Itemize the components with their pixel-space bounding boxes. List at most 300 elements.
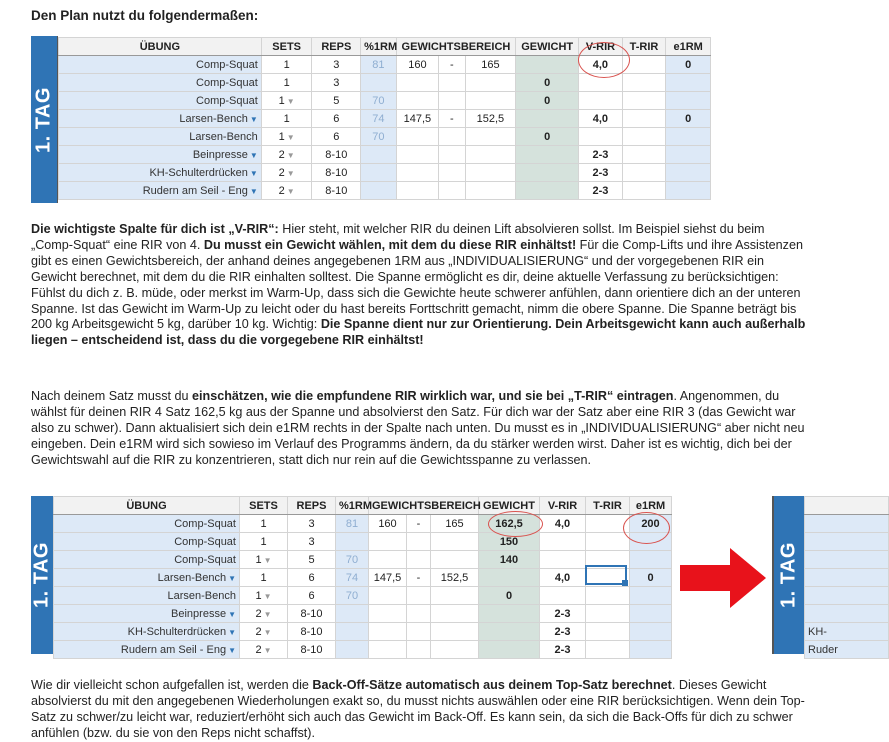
range-high-cell	[465, 74, 516, 92]
sets-cell[interactable]	[240, 641, 288, 659]
table-row	[805, 587, 889, 605]
sets-value: 2	[255, 625, 262, 638]
v-rir-cell	[540, 623, 586, 641]
e1rm-value: 0	[685, 58, 692, 71]
column-header-label: SETS	[249, 499, 278, 512]
sets-cell[interactable]	[261, 164, 312, 182]
t-rir-cell[interactable]	[622, 128, 666, 146]
column-header-label: e1RM	[635, 499, 666, 512]
t-rir-cell[interactable]	[586, 605, 630, 623]
e1rm-cell	[630, 569, 672, 587]
range-low-cell	[369, 551, 407, 569]
exercise-cell[interactable]	[54, 551, 240, 569]
column-header-label: V-RIR	[547, 499, 578, 512]
exercise-name: Comp-Squat	[196, 76, 258, 89]
dropdown-icon[interactable]: ▼	[286, 186, 295, 196]
v-rir-cell	[579, 146, 623, 164]
sets-value: 2	[278, 184, 285, 197]
weight-cell[interactable]	[479, 641, 540, 659]
range-high-cell	[465, 56, 516, 74]
v-rir-cell	[540, 533, 586, 551]
table-row	[54, 533, 672, 551]
range-dash-cell	[439, 128, 465, 146]
exercise-name: Comp-Squat	[174, 517, 236, 530]
reps-value: 8-10	[325, 184, 348, 197]
range-low-cell	[396, 182, 439, 200]
range-low-cell	[369, 587, 407, 605]
column-header	[666, 38, 711, 56]
range-high-cell	[431, 515, 479, 533]
table-row	[54, 515, 672, 533]
day-label-bar-2	[31, 496, 53, 654]
e1rm-value: 0	[647, 571, 654, 584]
range-dash-value: -	[450, 112, 454, 125]
e1rm-cell	[666, 164, 711, 182]
pct-1rm-value: 70	[372, 94, 385, 107]
exercise-name: Beinpresse	[192, 148, 248, 161]
sets-cell[interactable]	[261, 92, 312, 110]
dropdown-icon[interactable]: ▼	[263, 555, 272, 565]
dropdown-icon[interactable]: ▼	[286, 132, 295, 142]
exercise-name: Rudern am Seil - Eng	[120, 643, 227, 656]
exercise-name: KH-	[808, 625, 827, 638]
t-rir-cell[interactable]	[622, 74, 666, 92]
range-dash-cell	[407, 587, 431, 605]
range-low-value: 160	[408, 58, 427, 71]
t-rir-cell[interactable]	[622, 146, 666, 164]
reps-value: 3	[333, 76, 340, 89]
weight-cell[interactable]	[516, 182, 579, 200]
dropdown-icon[interactable]: ▼	[286, 150, 295, 160]
column-header-label: ÜBUNG	[126, 499, 167, 512]
table-row	[54, 569, 672, 587]
dropdown-icon[interactable]: ▼	[228, 645, 236, 655]
exercise-cell[interactable]	[54, 587, 240, 605]
text-span: Hier steht, mit welcher RIR du deinen Lift absolvieren sollst. Im Beispiel siehst du beim „Comp-Squat“ eine RIR von 4.	[31, 222, 765, 252]
reps-cell	[312, 128, 361, 146]
range-low-cell	[369, 605, 407, 623]
range-high-cell	[431, 533, 479, 551]
exercise-name: Rudern am Seil - Eng	[142, 184, 248, 197]
range-high-cell	[431, 569, 479, 587]
t-rir-cell[interactable]	[586, 623, 630, 641]
reps-cell	[288, 605, 336, 623]
v-rir-value: 2-3	[554, 625, 571, 638]
column-header	[312, 38, 361, 56]
exercise-cell[interactable]	[59, 56, 262, 74]
exercise-name: Larsen-Bench	[189, 130, 258, 143]
explanation-trir	[31, 389, 806, 469]
weight-value: 0	[544, 94, 551, 107]
reps-cell	[312, 74, 361, 92]
e1rm-cell	[630, 641, 672, 659]
range-high-cell	[465, 146, 516, 164]
exercise-name: Comp-Squat	[174, 535, 236, 548]
pct-1rm-cell	[336, 623, 369, 641]
column-header	[805, 497, 889, 515]
weight-value: 140	[499, 553, 519, 566]
t-rir-cell[interactable]	[586, 587, 630, 605]
range-dash-cell	[439, 182, 465, 200]
dropdown-icon[interactable]: ▼	[263, 645, 272, 655]
column-header-label: GEWICHT	[483, 499, 535, 512]
table-row	[54, 641, 672, 659]
reps-value: 8-10	[325, 148, 348, 161]
range-dash-value: -	[416, 571, 421, 584]
weight-value: 0	[505, 589, 513, 602]
range-high-cell	[465, 182, 516, 200]
sets-cell[interactable]	[240, 551, 288, 569]
exercise-cell[interactable]	[59, 92, 262, 110]
weight-cell[interactable]	[479, 623, 540, 641]
pct-1rm-value: 74	[345, 571, 359, 584]
e1rm-cell	[630, 551, 672, 569]
range-low-cell	[369, 515, 407, 533]
reps-value: 8-10	[300, 625, 323, 638]
sets-value: 1	[260, 571, 267, 584]
range-high-cell	[465, 128, 516, 146]
pct-1rm-value: 70	[345, 589, 359, 602]
dropdown-icon[interactable]: ▼	[249, 150, 258, 160]
column-header	[516, 38, 579, 56]
v-rir-value: 4,0	[554, 571, 571, 584]
e1rm-cell	[666, 182, 711, 200]
range-high-cell	[431, 641, 479, 659]
exercise-cell	[805, 587, 889, 605]
range-low-value: 147,5	[403, 112, 432, 125]
dropdown-icon[interactable]: ▼	[263, 609, 272, 619]
weight-highlight-circle	[488, 511, 543, 537]
weight-value: 0	[544, 130, 551, 143]
exercise-name: Comp-Squat	[196, 94, 258, 107]
dropdown-icon[interactable]: ▼	[263, 591, 272, 601]
v-rir-value: 2-3	[554, 643, 571, 656]
table-row	[805, 533, 889, 551]
range-low-cell	[396, 164, 439, 182]
range-high-cell	[431, 605, 479, 623]
e1rm-value: 0	[685, 112, 692, 125]
table-row	[59, 110, 711, 128]
bold-text: Back-Off-Sätze automatisch aus deinem Top-Satz berechnet	[312, 678, 672, 692]
pct-1rm-cell	[361, 164, 396, 182]
weight-cell[interactable]	[479, 551, 540, 569]
plan-table-2	[53, 496, 672, 659]
weight-cell[interactable]	[516, 164, 579, 182]
pct-1rm-cell	[361, 74, 396, 92]
table-row	[805, 623, 889, 641]
sets-value: 2	[255, 643, 262, 656]
exercise-name: Larsen-Bench	[157, 571, 227, 584]
table-row	[805, 605, 889, 623]
range-high-cell	[465, 92, 516, 110]
e1rm-cell	[666, 92, 711, 110]
range-high-value: 165	[445, 517, 464, 530]
t-rir-cell[interactable]	[622, 92, 666, 110]
sets-value: 1	[278, 130, 285, 143]
column-header-label: ÜBUNG	[139, 40, 181, 53]
weight-cell[interactable]	[516, 146, 579, 164]
v-rir-value: 2-3	[592, 166, 609, 179]
weight-value: 150	[499, 535, 519, 548]
range-low-cell	[396, 92, 439, 110]
exercise-cell[interactable]	[54, 533, 240, 551]
dropdown-icon[interactable]: ▼	[249, 168, 258, 178]
column-header	[59, 38, 262, 56]
t-rir-cell[interactable]	[622, 164, 666, 182]
sets-value: 1	[283, 58, 290, 71]
table-row	[805, 569, 889, 587]
range-low-value: 160	[378, 517, 397, 530]
range-high-cell	[465, 110, 516, 128]
dropdown-icon[interactable]: ▼	[249, 114, 258, 124]
sets-cell[interactable]	[261, 128, 312, 146]
column-header-label: GEWICHT	[521, 40, 574, 53]
text-span: Nach deinem Satz musst du	[31, 389, 192, 403]
reps-cell	[312, 164, 361, 182]
e1rm-cell	[630, 587, 672, 605]
sets-cell[interactable]	[261, 110, 312, 128]
reps-value: 8-10	[325, 166, 348, 179]
table-row	[59, 182, 711, 200]
column-header-label: REPS	[321, 40, 352, 53]
day-label-bar-3	[774, 496, 804, 654]
sets-cell[interactable]	[261, 56, 312, 74]
weight-cell[interactable]	[516, 110, 579, 128]
t-rir-cell[interactable]	[622, 110, 666, 128]
sets-cell[interactable]	[240, 533, 288, 551]
range-high-value: 152,5	[440, 571, 469, 584]
day-label-2: 1. TAG	[30, 542, 53, 608]
dropdown-icon[interactable]: ▼	[228, 627, 236, 637]
sets-cell[interactable]	[240, 587, 288, 605]
sets-cell[interactable]	[240, 515, 288, 533]
v-rir-cell	[540, 587, 586, 605]
column-header-label: V-RIR	[585, 40, 616, 53]
column-header-label: REPS	[296, 499, 327, 512]
pct-1rm-value: 70	[345, 553, 359, 566]
e1rm-value: 200	[641, 517, 660, 530]
reps-value: 6	[308, 571, 315, 584]
range-dash-value: -	[416, 517, 421, 530]
sets-value: 1	[260, 535, 267, 548]
sets-cell[interactable]	[240, 569, 288, 587]
range-low-value: 147,5	[373, 571, 402, 584]
exercise-cell[interactable]	[59, 110, 262, 128]
exercise-cell[interactable]	[59, 146, 262, 164]
pct-1rm-cell	[361, 146, 396, 164]
table-row	[54, 551, 672, 569]
sets-cell[interactable]	[261, 182, 312, 200]
range-high-cell	[431, 623, 479, 641]
range-dash-cell	[439, 146, 465, 164]
sets-value: 1	[255, 553, 262, 566]
range-low-cell	[396, 110, 439, 128]
v-rir-cell	[540, 515, 586, 533]
sets-value: 1	[283, 112, 290, 125]
dropdown-icon[interactable]: ▼	[286, 96, 295, 106]
weight-cell[interactable]	[516, 56, 579, 74]
e1rm-cell	[666, 110, 711, 128]
sets-cell[interactable]	[240, 623, 288, 641]
pct-1rm-value: 70	[372, 130, 385, 143]
column-header-label: %1RM	[339, 499, 373, 512]
weight-cell[interactable]	[479, 587, 540, 605]
range-low-cell	[396, 146, 439, 164]
dropdown-icon[interactable]: ▼	[263, 627, 272, 637]
pct-1rm-value: 81	[372, 58, 385, 71]
weight-cell[interactable]	[479, 605, 540, 623]
reps-cell	[288, 551, 336, 569]
reps-value: 6	[308, 589, 315, 602]
e1rm-cell	[666, 74, 711, 92]
t-rir-cell[interactable]	[622, 182, 666, 200]
range-high-cell	[431, 551, 479, 569]
plan-table-3-partial	[804, 496, 889, 659]
exercise-cell[interactable]	[59, 74, 262, 92]
range-dash-cell	[407, 623, 431, 641]
range-dash-cell	[439, 56, 465, 74]
pct-1rm-cell	[336, 641, 369, 659]
weight-cell[interactable]	[516, 92, 579, 110]
text-span: . Angenommen, du wählst für deinen RIR 4 Satz 162,5 kg aus der Spanne und absolvierst den Satz. Für dich war der Satz aber eine RIR 3 (das Gewicht war also zu schwer). Dann aktualisiert sich dein e1RM rechts in der Spalte nach unten. Du musst es in „INDIVIDUALISIERUNG“ aber nicht neu eingeben. Dein e1RM wird sich sowieso im Verlauf des Programms ändern, da du stärker werden wirst. Daher ist es wichtig, dich bei der Gewichtswahl auf die RIR zu konzentrieren, statt dich nur rein auf die Gewichtsspanne zu verlassen.	[31, 389, 805, 467]
reps-cell	[312, 182, 361, 200]
exercise-cell[interactable]	[54, 569, 240, 587]
column-header	[586, 497, 630, 515]
sets-value: 2	[255, 607, 262, 620]
sets-cell[interactable]	[240, 605, 288, 623]
reps-value: 8-10	[300, 607, 323, 620]
explanation-backoff	[31, 678, 806, 742]
column-header	[396, 38, 516, 56]
v-rir-value: 2-3	[592, 148, 609, 161]
day-label-3: 1. TAG	[777, 542, 800, 608]
bold-text: einschätzen, wie die empfundene RIR wirklich war, und sie bei „T-RIR“ eintragen	[192, 389, 674, 403]
exercise-cell[interactable]	[54, 515, 240, 533]
weight-cell[interactable]	[479, 569, 540, 587]
page-heading: Den Plan nutzt du folgendermaßen:	[31, 8, 259, 23]
v-rir-value: 4,0	[592, 112, 609, 125]
pct-1rm-cell	[336, 587, 369, 605]
pct-1rm-cell	[361, 56, 396, 74]
pct-1rm-cell	[336, 533, 369, 551]
weight-cell[interactable]	[516, 74, 579, 92]
reps-cell	[288, 623, 336, 641]
v-rir-cell	[540, 641, 586, 659]
e1rm-cell	[666, 56, 711, 74]
reps-cell	[288, 569, 336, 587]
table-row	[59, 128, 711, 146]
column-header	[336, 497, 373, 515]
v-rir-value: 4,0	[554, 517, 571, 530]
column-header	[261, 38, 312, 56]
column-header-label: T-RIR	[629, 40, 659, 53]
dropdown-icon[interactable]: ▼	[228, 573, 236, 583]
range-dash-value: -	[450, 58, 454, 71]
exercise-cell[interactable]	[54, 641, 240, 659]
exercise-cell[interactable]	[59, 182, 262, 200]
exercise-cell	[805, 641, 889, 659]
dropdown-icon[interactable]: ▼	[228, 609, 236, 619]
t-rir-cell[interactable]	[586, 641, 630, 659]
sets-cell[interactable]	[261, 74, 312, 92]
vrir-highlight-circle	[578, 42, 630, 78]
e1rm-cell	[630, 605, 672, 623]
sets-value: 1	[278, 94, 285, 107]
reps-value: 6	[333, 130, 340, 143]
text-span: Wie dir vielleicht schon aufgefallen ist, werden die	[31, 678, 313, 692]
exercise-cell[interactable]	[59, 164, 262, 182]
v-rir-cell	[540, 605, 586, 623]
column-header	[361, 38, 396, 56]
v-rir-cell	[579, 110, 623, 128]
range-high-cell	[431, 587, 479, 605]
e1rm-highlight-circle	[623, 512, 670, 544]
weight-cell[interactable]	[516, 128, 579, 146]
e1rm-cell	[630, 623, 672, 641]
selected-cell-trir[interactable]	[585, 565, 627, 585]
reps-value: 8-10	[300, 643, 323, 656]
range-dash-cell	[407, 605, 431, 623]
exercise-cell[interactable]	[54, 623, 240, 641]
pct-1rm-value: 74	[372, 112, 385, 125]
column-header	[240, 497, 288, 515]
reps-cell	[288, 587, 336, 605]
pct-1rm-cell	[361, 92, 396, 110]
range-dash-cell	[439, 164, 465, 182]
v-rir-value: 2-3	[554, 607, 571, 620]
range-high-value: 165	[481, 58, 500, 71]
t-rir-cell[interactable]	[586, 533, 630, 551]
bold-text: Die Spanne dient nur zur Orientierung. Dein Arbeitsgewicht kann auch außerhalb liegen – entscheidend ist, dass du die vorgegebene RIR einhältst!	[31, 317, 806, 348]
exercise-cell[interactable]	[54, 605, 240, 623]
exercise-cell	[805, 623, 889, 641]
dropdown-icon[interactable]: ▼	[249, 186, 258, 196]
exercise-name: Ruder	[808, 643, 838, 656]
v-rir-value: 2-3	[592, 184, 609, 197]
column-header	[288, 497, 336, 515]
table-row	[54, 623, 672, 641]
column-header-label: T-RIR	[593, 499, 622, 512]
pct-1rm-cell	[336, 605, 369, 623]
reps-value: 3	[308, 517, 315, 530]
table-row	[805, 641, 889, 659]
exercise-name: KH-Schulterdrücken	[149, 166, 248, 179]
exercise-name: Larsen-Bench	[179, 112, 248, 125]
weight-value: 0	[544, 76, 551, 89]
text-span: Für die Comp-Lifts und ihre Assistenzen gibt es einen Gewichtsbereich, der anhand deines angegebenen 1RM aus „INDIVIDUALISIERUNG“ und der vorgegebenen RIR ein Gewicht berechnet, mit dem du die RIR einhalten solltest. Die Spanne ermöglicht es dir, deine aktuelle Verfassung zu berücksichtigen: Fühlst du dich z. B. müde, oder merkst im Warm-Up, dass sich die Gewichte heute schwerer anfühlen, dann orientiere dich an der unteren Spanne. Ist das Gewicht im Warm-Up zu leicht oder du hast bereits Forttschritt gemacht, nimm die obere Spanne. Die Spanne beträgt bis 200 kg Arbeitsgewicht 5 kg, darüber 10 kg. Wichtig:	[31, 237, 803, 332]
pct-1rm-cell	[361, 182, 396, 200]
dropdown-icon[interactable]: ▼	[286, 168, 295, 178]
reps-cell	[288, 515, 336, 533]
pct-1rm-cell	[336, 551, 369, 569]
v-rir-cell	[540, 569, 586, 587]
exercise-cell[interactable]	[59, 128, 262, 146]
column-header	[622, 38, 666, 56]
exercise-cell	[805, 569, 889, 587]
day-label-bar	[31, 36, 57, 203]
e1rm-cell	[666, 128, 711, 146]
day-label: 1. TAG	[32, 86, 55, 153]
reps-cell	[288, 533, 336, 551]
v-rir-cell	[579, 128, 623, 146]
header-row	[805, 497, 889, 515]
v-rir-cell	[579, 182, 623, 200]
weight-value: 162,5	[495, 517, 523, 530]
exercise-name: Comp-Squat	[196, 58, 258, 71]
sets-cell[interactable]	[261, 146, 312, 164]
exercise-name: Larsen-Bench	[167, 589, 236, 602]
reps-cell	[288, 641, 336, 659]
